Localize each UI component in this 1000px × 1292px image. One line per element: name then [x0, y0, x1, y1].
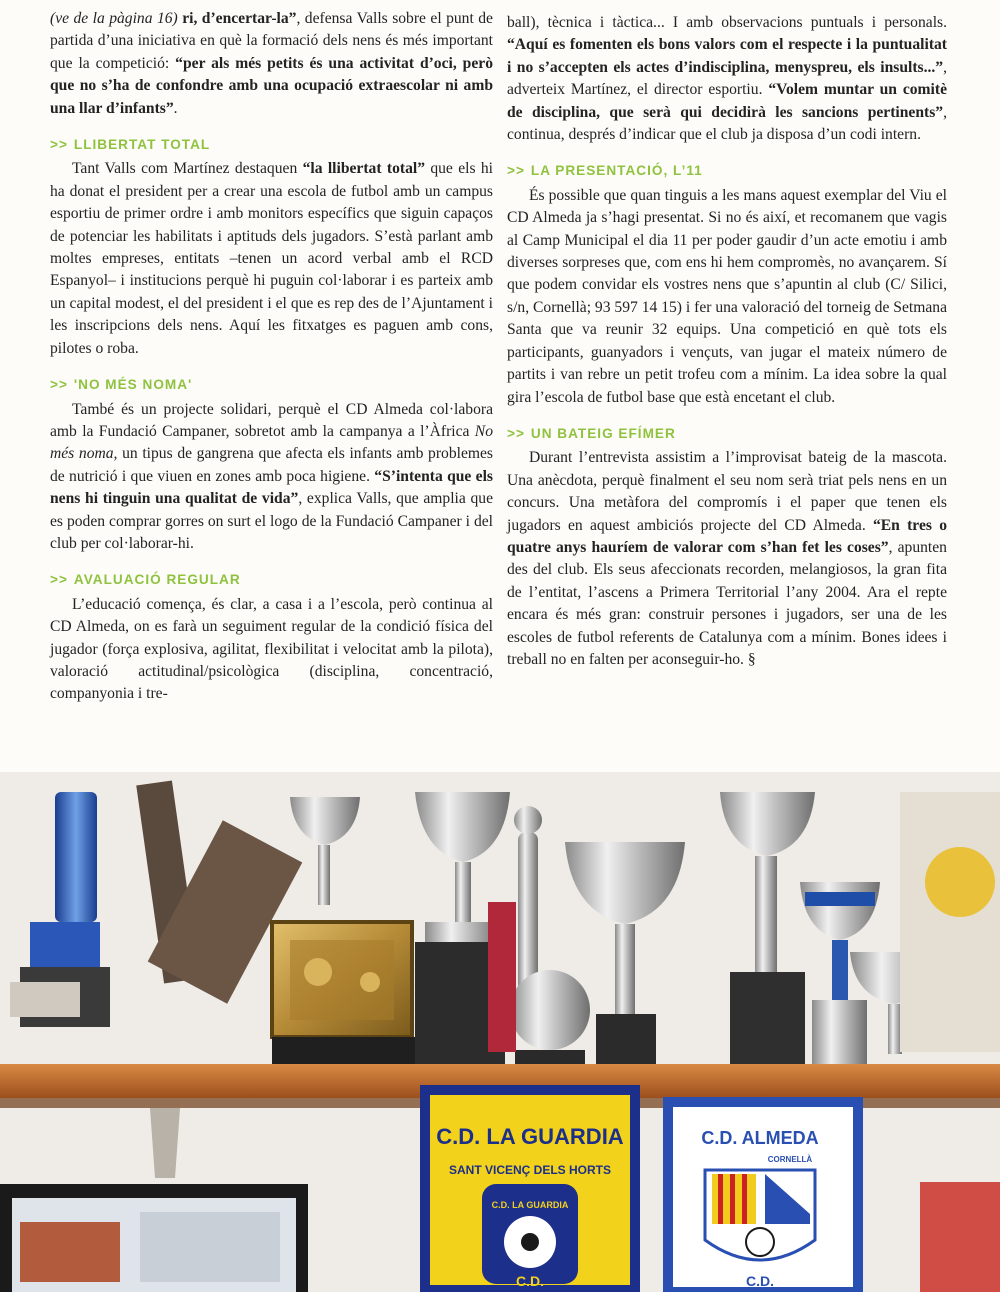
- pennant-la-guardia: [425, 1090, 635, 1290]
- heading-text: LLIBERTAT TOTAL: [73, 137, 211, 153]
- bold-quote: “la llibertat total”: [302, 160, 425, 178]
- lead-quote: ri, d’encertar-la”: [182, 10, 297, 27]
- text: Durant l’entrevista assistim a l’improvisat bateig de la mascota. Una anècdota, perquè finalment el seu nom serà triat pels nens en un concurs. Una metàfora del compromís i el paper que tenen els jugadors en aquest ambiciós projecte del CD Almeda.: [507, 449, 947, 534]
- text: Tant Valls com Martínez destaquen: [72, 160, 303, 178]
- pennant-left-subtitle: SANT VICENÇ DELS HORTS: [448, 1163, 612, 1177]
- text: que els hi ha donat el president per a crear una escola de futbol amb un campus esportiu de primer ordre i amb monitors específics que siguin capaços de potenciar les habilitats i aptituds dels jugadors. S’està parlant amb moltes empreses, entitats –tenen un acord verbal amb el RCD Espanyol– i institucions perquè hi puguin col·laborar i es parteix amb un capital modest, el del president i el que es rep des de l’Ajuntament i les inscripcions dels nens. Aquí les fitxatges es paguen amb cons, pilotes o roba.: [50, 160, 493, 357]
- trophy-shelf-photo: [0, 772, 1000, 1292]
- section-heading-presentacio: [507, 160, 947, 182]
- text: ball), tècnica i tàctica... I amb observacions puntuals i personals.: [507, 14, 947, 31]
- intro-paragraph: [50, 8, 493, 120]
- heading-arrows: >>: [50, 572, 68, 588]
- paragraph-avaluacio: [50, 594, 493, 706]
- framed-photo: [0, 1184, 308, 1292]
- trophy-shelf-illustration: [0, 772, 1000, 1292]
- pennant-left-title: C.D. LA GUARDIA: [436, 1124, 624, 1149]
- pennant-right-bottom: C.D.: [746, 1273, 774, 1289]
- heading-arrows: >>: [50, 137, 68, 153]
- right-column: [507, 12, 947, 681]
- intro-text: , defensa Valls sobre el punt de partida d’una iniciativa en què la formació dels nens és més important que la competició:: [50, 10, 493, 72]
- italic-campaign: No més noma,: [50, 422, 493, 463]
- bold-quote: “Aquí es fomenten els bons valors com el respecte i la puntualitat i no s’accepten els actes d’indisciplina, menyspreu, els insults...”: [507, 36, 947, 76]
- section-heading-llibertat: [50, 134, 493, 156]
- section-heading-bateig: [507, 423, 947, 445]
- intro-end: .: [173, 99, 178, 117]
- heading-arrows: >>: [507, 163, 525, 179]
- section-heading-no-mes-noma: [50, 374, 493, 396]
- text: L’educació comença, és clar, a casa i a l’escola, però continua al CD Almeda, on es farà un seguiment regular de la condició física del jugador (força explosiva, agilitat, flexibilitat i velocitat amb la pilota), valoració actitudinal/psicològica (disciplina, concentració, companyonia i tre-: [50, 595, 493, 703]
- pennant-left-badge: C.D. LA GUARDIA: [491, 1200, 569, 1210]
- paragraph-bateig: [507, 447, 947, 681]
- heading-arrows: >>: [507, 425, 525, 441]
- bold-quote: “S’intenta que els nens hi tinguin una qualitat de vida”: [50, 467, 493, 508]
- bold-quote: “En tres o quatre anys hauríem de valorar com s’han fet les coses”: [507, 516, 947, 556]
- pennant-left-bottom: C.D.: [516, 1273, 544, 1289]
- pennant-right-title: C.D. ALMEDA: [701, 1128, 819, 1148]
- heading-arrows: >>: [50, 377, 68, 393]
- heading-text: LA PRESENTACIÓ, L’11: [530, 163, 703, 179]
- text: , continua, després d’indicar que el club ja disposa d’un codi intern.: [507, 103, 947, 144]
- heading-text: UN BATEIG EFÍMER: [530, 425, 676, 441]
- text: , adverteix Martínez, el director esportiu.: [507, 58, 947, 99]
- continuation-paragraph: [507, 12, 947, 146]
- intro-quote: “per als més petits és una activitat d’oci, però que no s’ha de confondre amb una ocupació extraescolar ni amb una llar d’infants”: [50, 54, 493, 117]
- gold-plaque: [272, 922, 422, 1077]
- text: També és un projecte solidari, perquè el CD Almeda col·labora amb la Fundació Campaner, sobretot amb la campanya a l’Àfrica: [50, 400, 493, 440]
- text: , explica Valls, que amplia que es poden comprar gorres on surt el logo de la Fundació Campaner i del club per col·laborar-hi.: [50, 490, 493, 552]
- text: És possible que quan tinguis a les mans aquest exemplar del Viu el CD Almeda ja s’hagi presentat. Si no és així, et recomanem que vagis al Camp Municipal el dia 11 per poder gaudir d’un acte emotiu i amb diverses sorpreses que, com ens hi hem compromès, no avançarem. Sí que podem convidar els vostres nens que s’apuntin al club (C/ Silici, s/n, Cornellà; 93 597 14 15) i fer una valoració del torneig de Setmana Santa que va reunir 32 equips. Una competició en què tots els participants, guanyadors i vençuts, van jugar el mateix número de partits i van rebre un petit trofeu com a mínim. La idea sobre la qual gira l’escola de futbol base que està encetant el club.: [507, 186, 947, 406]
- paragraph-llibertat: [50, 158, 493, 360]
- page-reference: (ve de la pàgina 16): [50, 10, 178, 27]
- pennant-almeda: [668, 1102, 858, 1292]
- left-column: [50, 8, 493, 706]
- paragraph-presentacio: [507, 185, 947, 409]
- heading-text: 'NO MÉS NOMA': [73, 377, 193, 393]
- text: , apunten des del club. Els seus afeccionats recorden, melangiosos, la gran fita de l’entitat, l’ascens a Primera Territorial l’any 2004. Ara el repte encara és més gran: construir persones i jugadors, ser una de les escoles de futbol referents de Catalunya com a mínim. Bones idees i treball no en falten per aconseguir-ho. §: [507, 538, 947, 668]
- paragraph-no-mes-noma: [50, 399, 493, 556]
- text: un tipus de gangrena que afecta els infants amb problemes de nutrició i que viuen en zones amb poca higiene.: [50, 445, 493, 485]
- heading-text: AVALUACIÓ REGULAR: [73, 572, 241, 588]
- section-heading-avaluacio: [50, 569, 493, 591]
- soccer-ball-icon: [746, 1228, 774, 1256]
- shelf-bracket: [150, 1108, 180, 1178]
- pennant-right-subtitle: CORNELLÀ: [767, 1155, 813, 1164]
- bold-quote: “Volem muntar un comitè de disciplina, que serà qui decidirà les sancions pertinents”: [507, 81, 947, 121]
- red-object: [920, 1182, 1000, 1292]
